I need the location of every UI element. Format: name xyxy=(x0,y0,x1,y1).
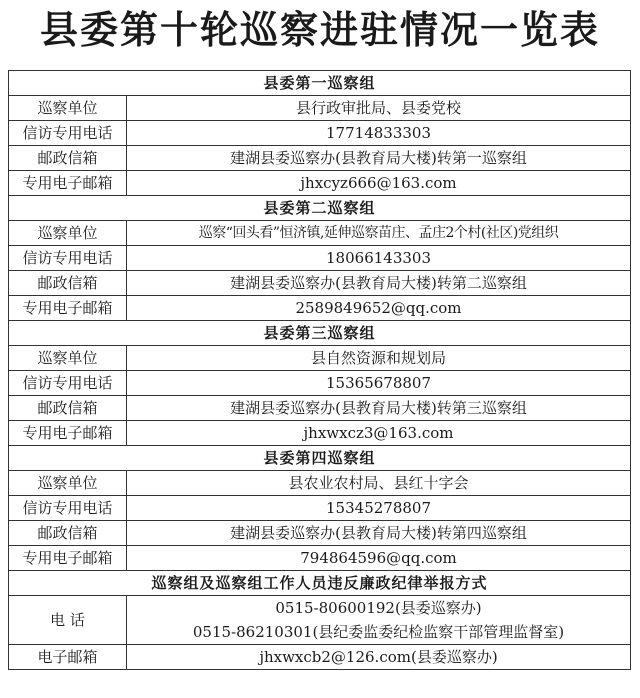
table-row xyxy=(9,496,631,521)
phone-line-1: 0515-80600192(县委巡察办) xyxy=(275,599,482,617)
table-row xyxy=(9,221,631,246)
row-value: 建湖县委巡察办(县教育局大楼)转第一巡察组 xyxy=(127,146,631,171)
table-row xyxy=(9,396,631,421)
report-header: 巡察组及巡察组工作人员违反廉政纪律举报方式 xyxy=(9,571,631,596)
row-label: 邮政信箱 xyxy=(9,271,127,296)
row-label: 信访专用电话 xyxy=(9,246,127,271)
row-label: 信访专用电话 xyxy=(9,371,127,396)
row-value: 18066143303 xyxy=(127,246,631,271)
row-label: 邮政信箱 xyxy=(9,146,127,171)
table-row xyxy=(9,271,631,296)
row-value: 17714833303 xyxy=(127,121,631,146)
inspection-table xyxy=(8,70,631,670)
row-label: 巡察单位 xyxy=(9,471,127,496)
row-label: 专用电子邮箱 xyxy=(9,171,127,196)
row-label: 专用电子邮箱 xyxy=(9,546,127,571)
table-row xyxy=(9,96,631,121)
table-row xyxy=(9,246,631,271)
table-row xyxy=(9,521,631,546)
phone-values xyxy=(127,596,631,645)
page-title: 县委第十轮巡察进驻情况一览表 xyxy=(39,8,600,52)
group-header: 县委第三巡察组 xyxy=(9,321,631,346)
row-label: 专用电子邮箱 xyxy=(9,421,127,446)
row-label: 巡察单位 xyxy=(9,96,127,121)
report-email-row xyxy=(9,645,631,670)
row-value: 建湖县委巡察办(县教育局大楼)转第四巡察组 xyxy=(127,521,631,546)
row-value: 建湖县委巡察办(县教育局大楼)转第三巡察组 xyxy=(127,396,631,421)
group-header: 县委第一巡察组 xyxy=(9,71,631,96)
row-value: 794864596@qq.com xyxy=(127,546,631,571)
email-label: 电子邮箱 xyxy=(9,645,127,670)
row-value: 县农业农村局、县红十字会 xyxy=(127,471,631,496)
table-row xyxy=(9,121,631,146)
row-label: 专用电子邮箱 xyxy=(9,296,127,321)
phone-label: 电 话 xyxy=(9,596,127,645)
row-value: 15365678807 xyxy=(127,371,631,396)
row-label: 信访专用电话 xyxy=(9,121,127,146)
row-value: jhxcyz666@163.com xyxy=(127,171,631,196)
group-header-row xyxy=(9,71,631,96)
report-phone-row xyxy=(9,596,631,645)
phone-line-2: 0515-86210301(县纪委监委纪检监察干部管理监督室) xyxy=(192,623,565,641)
table-row xyxy=(9,546,631,571)
group-header-row xyxy=(9,321,631,346)
row-label: 巡察单位 xyxy=(9,221,127,246)
group-header: 县委第二巡察组 xyxy=(9,196,631,221)
group-header-row xyxy=(9,196,631,221)
table-row xyxy=(9,371,631,396)
email-value: jhxwxcb2@126.com(县委巡察办) xyxy=(127,645,631,670)
table-row xyxy=(9,171,631,196)
table-row xyxy=(9,296,631,321)
row-label: 邮政信箱 xyxy=(9,396,127,421)
row-value: 县自然资源和规划局 xyxy=(127,346,631,371)
row-label: 邮政信箱 xyxy=(9,521,127,546)
row-value: jhxwxcz3@163.com xyxy=(127,421,631,446)
table-row xyxy=(9,346,631,371)
table-row xyxy=(9,421,631,446)
group-header-row xyxy=(9,446,631,471)
row-value: 建湖县委巡察办(县教育局大楼)转第二巡察组 xyxy=(127,271,631,296)
group-header: 县委第四巡察组 xyxy=(9,446,631,471)
row-value: 15345278807 xyxy=(127,496,631,521)
table-row xyxy=(9,146,631,171)
row-label: 巡察单位 xyxy=(9,346,127,371)
row-value: 巡察“回头看”恒济镇,延伸巡察苗庄、孟庄2个村(社区)党组织 xyxy=(127,221,631,246)
row-value: 县行政审批局、县委党校 xyxy=(127,96,631,121)
row-label: 信访专用电话 xyxy=(9,496,127,521)
report-header-row xyxy=(9,571,631,596)
table-row xyxy=(9,471,631,496)
row-value: 2589849652@qq.com xyxy=(127,296,631,321)
